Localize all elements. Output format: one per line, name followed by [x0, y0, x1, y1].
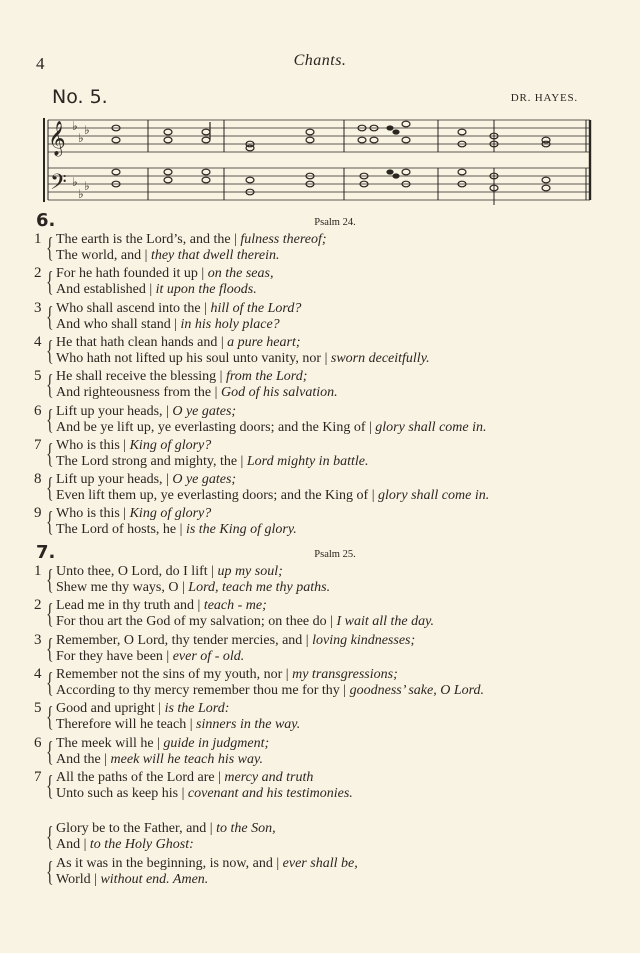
verse-line-second [56, 716, 300, 733]
verse-line-first [56, 632, 415, 649]
verse-line-second-text: And the | [56, 751, 111, 767]
gloria-line-second-text: And | [56, 837, 90, 852]
brace-icon: { [46, 403, 54, 436]
bass-staff [48, 168, 590, 200]
gloria-couplet [34, 855, 594, 889]
verse-line-second [56, 785, 353, 802]
bass-notes [112, 169, 550, 195]
verse [34, 300, 594, 334]
running-head: Chants. [293, 52, 347, 69]
verse-line-first-text: The meek will he | [56, 735, 164, 751]
verse-line-first-pointed-text: is the Lord: [164, 701, 230, 717]
verse-line-first-text: The earth is the Lord’s, and the | [56, 232, 241, 247]
verse-line-second-text: The world, and | [56, 248, 151, 263]
brace-icon: { [46, 598, 54, 631]
verse-line-second-pointed-text: meek will he teach his way. [110, 751, 263, 767]
verse-line-second-pointed-text: sinners in the way. [196, 717, 301, 733]
verse-line-second-text: And established | [56, 282, 156, 298]
verse-line-first-pointed-text: O ye gates; [172, 403, 237, 419]
brace-icon: { [46, 266, 54, 299]
verse-line-first [56, 403, 236, 420]
brace-icon: { [46, 232, 54, 264]
gloria-line-second [56, 871, 208, 888]
verse-line-first-text: Remember not the sins of my youth, nor | [56, 666, 293, 682]
verse-number: 3 [34, 299, 42, 316]
chant-number: No. 5. [52, 86, 108, 108]
gloria-line-first-text: Glory be to the Father, and | [56, 821, 217, 836]
svg-text:♭: ♭ [72, 119, 78, 133]
verse-line-first-pointed-text: a pure heart; [227, 334, 301, 350]
verse-line-second [56, 350, 430, 367]
verse-line-first [56, 735, 269, 752]
verse-line-second-text: Therefore will he teach | [56, 717, 197, 733]
verse-line-second-text: For they have been | [56, 648, 173, 664]
brace-icon: { [46, 856, 54, 888]
verse [34, 231, 594, 265]
verse-line-first [56, 471, 236, 488]
verse-number: 3 [34, 631, 42, 648]
verse-number: 7 [34, 768, 42, 785]
verse-line-first-text: Who is this | [56, 506, 130, 522]
verse-line-first [56, 437, 211, 454]
treble-staff [48, 120, 590, 152]
page-number: 4 [36, 54, 45, 73]
verse-line-first-text: Lead me in thy truth and | [56, 598, 204, 614]
verse-line-second-pointed-text: is the King of glory. [185, 522, 297, 538]
verse-line-second [56, 751, 263, 768]
verse-line-first-text: Unto thee, O Lord, do I lift | [56, 564, 218, 579]
verse-line-first-pointed-text: hill of the Lord? [210, 300, 302, 316]
verse-line-second-pointed-text: covenant and his testimonies. [187, 785, 353, 801]
verse-line-first-pointed-text: O ye gates; [172, 472, 237, 488]
verse-line-second [56, 648, 244, 665]
verse-line-first-pointed-text: fulness thereof; [240, 232, 327, 247]
verse-line-second [56, 579, 330, 596]
gloria-line-first-text: As it was in the beginning, is now, and | [56, 856, 283, 871]
brace-icon: { [46, 300, 54, 333]
verse-line-second-pointed-text: sworn deceitfully. [330, 350, 430, 366]
psalm-number: 7. [36, 542, 56, 563]
verse-number: 8 [34, 471, 42, 488]
verse-line-first-text: For he hath founded it up | [56, 266, 208, 282]
verse-line-first [56, 666, 398, 683]
gloria-line-first [56, 855, 358, 872]
gloria-line-second-text: World | [56, 872, 101, 887]
verse-line-first [56, 597, 267, 614]
verse-line-first-pointed-text: from the Lord; [225, 369, 308, 385]
verse-line-first-pointed-text: up my soul; [217, 564, 283, 579]
verse-line-first [56, 265, 273, 282]
brace-icon: { [46, 437, 54, 470]
gloria-line-second-pointed-text: to the Holy Ghost: [89, 837, 194, 852]
verse-line-second-pointed-text: ever of - old. [172, 648, 245, 664]
verse [34, 735, 594, 769]
brace-icon: { [46, 506, 54, 539]
brace-icon: { [46, 735, 54, 768]
gloria-line-first-pointed-text: to the Son, [216, 821, 276, 836]
svg-text:♭: ♭ [78, 131, 84, 145]
verse-line-first [56, 334, 301, 351]
verse-line-first [56, 563, 283, 580]
bass-clef-icon: 𝄢 [50, 170, 67, 200]
verse-number: 2 [34, 597, 42, 614]
verse [34, 597, 594, 631]
verse [34, 505, 594, 539]
verse-line-first-text: Remember, O Lord, thy tender mercies, and | [56, 632, 313, 648]
gloria-line-first [56, 820, 276, 837]
verse-line-first [56, 505, 211, 522]
verse-line-second-pointed-text: glory shall come in. [378, 488, 490, 504]
verse-line-first-pointed-text: King of glory? [129, 506, 212, 522]
verse-line-first-text: Lift up your heads, | [56, 403, 173, 419]
treble-clef-icon: 𝄞 [48, 121, 66, 156]
verse-line-second-pointed-text: Lord mighty in battle. [246, 453, 369, 469]
verse-number: 4 [34, 665, 42, 682]
verse-line-second-text: According to thy mercy remember thou me for thy | [56, 682, 350, 698]
svg-text:♭: ♭ [84, 179, 90, 193]
verse-line-second-text: Unto such as keep his | [56, 785, 188, 801]
verse-line-first-text: Who is this | [56, 437, 130, 453]
brace-icon: { [46, 769, 54, 802]
chant-score [38, 110, 598, 210]
verse-line-second-text: And who shall stand | [56, 316, 181, 332]
verse-line-second-text: Shew me thy ways, O | [56, 580, 189, 595]
gloria-line-first-pointed-text: ever shall be, [282, 856, 358, 871]
psalm-title: Psalm 24. [314, 217, 356, 228]
verse-number: 5 [34, 368, 42, 385]
brace-icon: { [46, 334, 54, 367]
verse-line-second [56, 281, 257, 298]
verse-number: 2 [34, 265, 42, 282]
verse-line-second-pointed-text: God of his salvation. [220, 385, 338, 401]
verse-line-second [56, 453, 368, 470]
svg-text:♭: ♭ [84, 123, 90, 137]
brace-icon: { [46, 701, 54, 734]
verse-line-second-pointed-text: it upon the floods. [155, 282, 257, 298]
gloria-couplet [34, 820, 594, 854]
verse-line-first-text: All the paths of the Lord are | [56, 769, 225, 785]
composer: DR. HAYES. [510, 92, 578, 104]
gloria-line-second-pointed-text: without end. Amen. [100, 872, 209, 887]
verse-line-first [56, 231, 327, 248]
verse [34, 265, 594, 299]
verse-line-second-pointed-text: they that dwell therein. [150, 248, 280, 263]
verse-line-second [56, 521, 297, 538]
verse [34, 769, 594, 803]
verse-line-first-pointed-text: my transgressions; [292, 666, 398, 682]
verse-line-second-text: And be ye lift up, ye everlasting doors; and the King of | [56, 419, 376, 435]
verse-line-first-text: Who shall ascend into the | [56, 300, 211, 316]
verse-line-second [56, 316, 280, 333]
verse-line-second-pointed-text: I wait all the day. [336, 614, 435, 630]
verse [34, 471, 594, 505]
verse-number: 9 [34, 505, 42, 522]
verse-line-second-text: The Lord of hosts, he | [56, 522, 186, 538]
verse-line-second [56, 682, 484, 699]
verse-line-first-pointed-text: guide in judgment; [163, 735, 270, 751]
verse-line-first-text: Lift up your heads, | [56, 472, 173, 488]
verse [34, 563, 594, 597]
verse-line-first [56, 700, 229, 717]
verse-line-second [56, 613, 434, 630]
verse-line-second-text: For thou art the God of my salvation; on thee do | [56, 614, 337, 630]
verse-line-second [56, 419, 487, 436]
verse-number: 7 [34, 436, 42, 453]
brace-icon: { [46, 821, 54, 853]
key-signature [72, 119, 90, 201]
verse-line-first-text: Good and upright | [56, 701, 165, 717]
verse-number: 1 [34, 231, 42, 247]
gloria-line-second [56, 836, 194, 853]
verse-line-second [56, 384, 338, 401]
psalm-number: 6. [36, 210, 56, 231]
verse-number: 5 [34, 700, 42, 717]
brace-icon: { [46, 632, 54, 665]
verse [34, 437, 594, 471]
brace-icon: { [46, 369, 54, 402]
psalm-title: Psalm 25. [314, 549, 356, 560]
verse-line-second-pointed-text: in his holy place? [180, 316, 280, 332]
verse-line-first [56, 769, 313, 786]
verse-line-first [56, 368, 307, 385]
verse-line-second [56, 247, 280, 264]
verse [34, 632, 594, 666]
brace-icon: { [46, 472, 54, 505]
verse-line-first-text: He shall receive the blessing | [56, 369, 226, 385]
verse [34, 403, 594, 437]
verse [34, 666, 594, 700]
verse-line-second [56, 487, 489, 504]
verse-line-first-pointed-text: teach - me; [203, 598, 267, 614]
verse-line-first-pointed-text: on the seas, [207, 266, 274, 282]
verse-number: 4 [34, 333, 42, 350]
verse-number: 1 [34, 563, 42, 579]
verse-number: 6 [34, 402, 42, 419]
brace-icon: { [46, 564, 54, 596]
verse-line-first [56, 300, 301, 317]
verse-line-second-text: The Lord strong and mighty, the | [56, 453, 247, 469]
verse-line-second-pointed-text: glory shall come in. [375, 419, 487, 435]
verse [34, 334, 594, 368]
svg-text:♭: ♭ [72, 175, 78, 189]
verse [34, 700, 594, 734]
verse-line-first-pointed-text: mercy and truth [224, 769, 314, 785]
verse [34, 368, 594, 402]
verse-number: 6 [34, 734, 42, 751]
verse-line-second-pointed-text: goodness’ sake, O Lord. [349, 682, 485, 698]
verse-line-first-pointed-text: King of glory? [129, 437, 212, 453]
svg-text:♭: ♭ [78, 187, 84, 201]
verse-line-second-text: Even lift them up, ye everlasting doors; and the King of | [56, 488, 379, 504]
verse-line-second-text: Who hath not lifted up his soul unto vanity, nor | [56, 350, 331, 366]
verse-line-second-text: And righteousness from the | [56, 385, 221, 401]
brace-icon: { [46, 666, 54, 699]
verse-line-second-pointed-text: Lord, teach me thy paths. [188, 580, 331, 595]
verse-line-first-text: He that hath clean hands and | [56, 334, 228, 350]
verse-line-first-pointed-text: loving kindnesses; [312, 632, 416, 648]
